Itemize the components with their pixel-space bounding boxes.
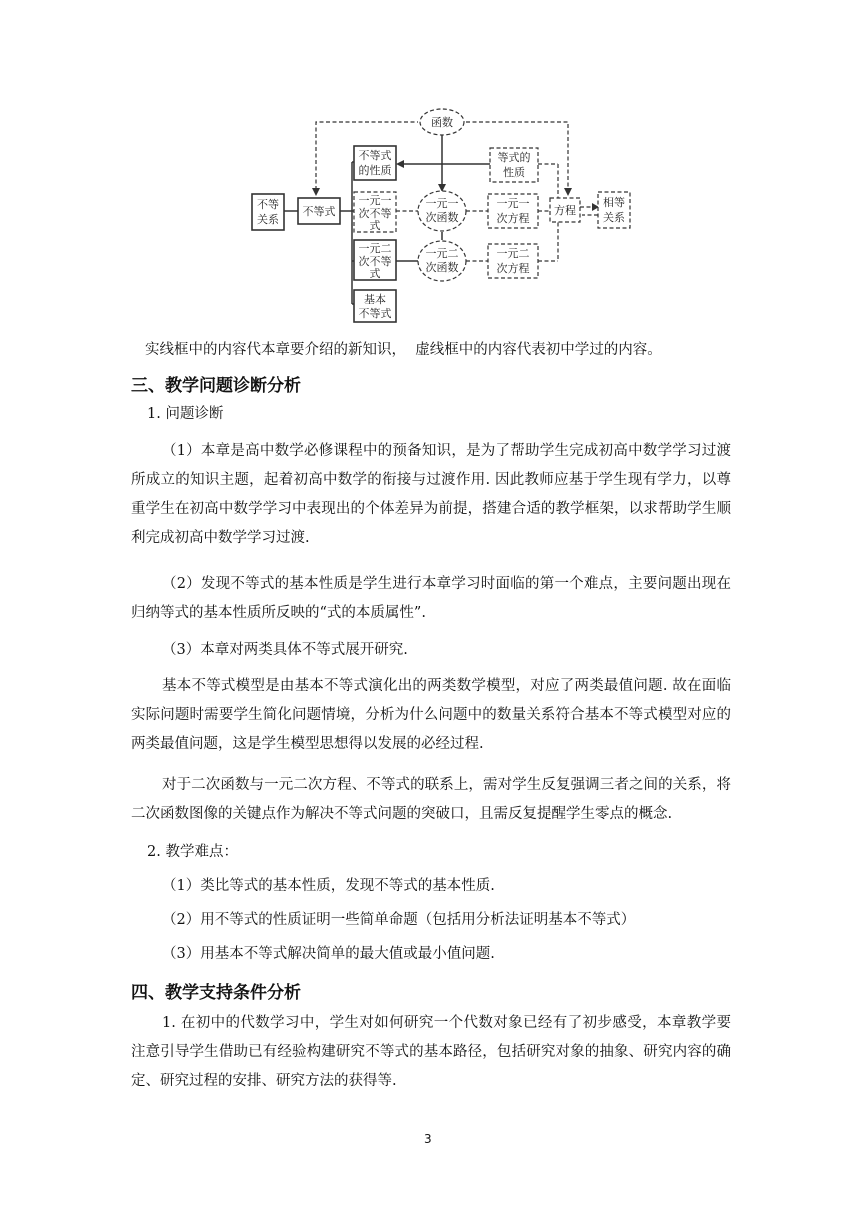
subheading-teaching-difficulties: 2. 教学难点： [147, 844, 238, 860]
svg-text:等式的: 等式的 [497, 151, 531, 164]
svg-text:次方程: 次方程 [496, 262, 530, 275]
svg-text:一元二: 一元二 [496, 247, 530, 260]
node-quadratic-inequality [354, 240, 396, 280]
svg-text:不等: 不等 [257, 198, 279, 211]
node-quadratic-equation [488, 244, 538, 278]
svg-text:一元一: 一元一 [425, 197, 459, 210]
node-equality-properties [490, 148, 538, 182]
node-quadratic-function [418, 241, 466, 281]
diagram-caption: 实线框中的内容代本章要介绍的新知识， 虚线框中的内容代表初中学过的内容。 [145, 342, 662, 358]
node-linear-function [418, 191, 466, 231]
svg-text:次不等: 次不等 [358, 255, 392, 268]
node-linear-inequality [354, 192, 396, 232]
svg-text:一元二: 一元二 [425, 247, 459, 260]
svg-text:次函数: 次函数 [425, 211, 459, 224]
svg-text:一元二: 一元二 [358, 242, 392, 255]
svg-text:相等: 相等 [603, 196, 625, 209]
concept-map-diagram [232, 104, 646, 330]
node-inequality-properties [354, 146, 396, 180]
node-function [420, 109, 464, 135]
difficulty-item-1: （1）类比等式的基本性质，发现不等式的基本性质. [162, 878, 495, 894]
paragraph-diagnosis-2: （2）发现不等式的基本性质是学生进行本章学习时面临的第一个难点，主要问题出现在归纳等式的基本性质所反映的“式的本质属性”. [131, 576, 731, 621]
node-basic-inequality [354, 290, 396, 322]
difficulty-item-2: （2）用不等式的性质证明一些简单命题（包括用分析法证明基本不等式） [162, 912, 636, 928]
svg-text:一元一: 一元一 [496, 197, 530, 210]
svg-text:基本: 基本 [364, 293, 386, 306]
paragraph-diagnosis-1: （1）本章是高中数学必修课程中的预备知识，是为了帮助学生完成初高中数学学习过渡所成立的知识主题，起着初高中数学的衔接与过渡作用. 因此教师应基于学生现有学力，以尊重学生在初高中数学学习中表现出的个体差异为前提，搭建合适的教学框架，以求帮助学生顺利完成初高中数学学习过渡. [131, 443, 731, 546]
svg-text:式: 式 [369, 267, 381, 280]
node-inequality [298, 198, 340, 224]
node-equation [550, 198, 580, 222]
paragraph-basic-inequality-model: 基本不等式模型是由基本不等式演化出的两类数学模型，对应了两类最值问题. 故在面临实际问题时需要学生简化问题情境，分析为什么问题中的数量关系符合基本不等式模型对应的两类最值问题，这是学生模型思想得以发展的必经过程. [131, 678, 731, 752]
svg-text:不等式: 不等式 [358, 149, 392, 162]
svg-text:式: 式 [369, 219, 381, 232]
svg-text:的性质: 的性质 [358, 164, 392, 177]
section-heading-3: 三、教学问题诊断分析 [131, 376, 301, 396]
paragraph-diagnosis-3: （3）本章对两类具体不等式展开研究. [162, 642, 408, 658]
node-equality-relation [598, 192, 630, 228]
svg-text:次不等: 次不等 [358, 207, 392, 220]
section-heading-4: 四、教学支持条件分析 [131, 983, 301, 1003]
svg-text:次函数: 次函数 [425, 261, 459, 274]
node-inequality-relation [252, 194, 284, 230]
svg-text:关系: 关系 [603, 211, 625, 224]
svg-text:性质: 性质 [503, 166, 525, 179]
svg-text:关系: 关系 [257, 213, 279, 226]
paragraph-support-conditions-1: 1. 在初中的代数学习中，学生对如何研究一个代数对象已经有了初步感受，本章教学要注意引导学生借助已有经验构建研究不等式的基本路径，包括研究对象的抽象、研究内容的确定、研究过程的安排、研究方法的获得等. [131, 1015, 731, 1089]
svg-text:一元一: 一元一 [358, 194, 392, 207]
svg-text:不等式: 不等式 [358, 307, 392, 320]
difficulty-item-3: （3）用基本不等式解决简单的最大值或最小值问题. [162, 946, 495, 962]
svg-text:次方程: 次方程 [496, 212, 530, 225]
svg-text:不等式: 不等式 [302, 205, 336, 218]
subheading-problem-diagnosis: 1. 问题诊断 [147, 406, 224, 422]
concept-map-svg [232, 104, 646, 330]
node-linear-equation [488, 194, 538, 228]
svg-text:方程: 方程 [554, 204, 576, 217]
page-number: 3 [424, 1132, 432, 1146]
paragraph-quadratic-relations: 对于二次函数与一元二次方程、不等式的联系上，需对学生反复强调三者之间的关系，将二次函数图像的关键点作为解决不等式问题的突破口，且需反复提醒学生零点的概念. [131, 777, 731, 822]
svg-text:函数: 函数 [431, 116, 453, 129]
